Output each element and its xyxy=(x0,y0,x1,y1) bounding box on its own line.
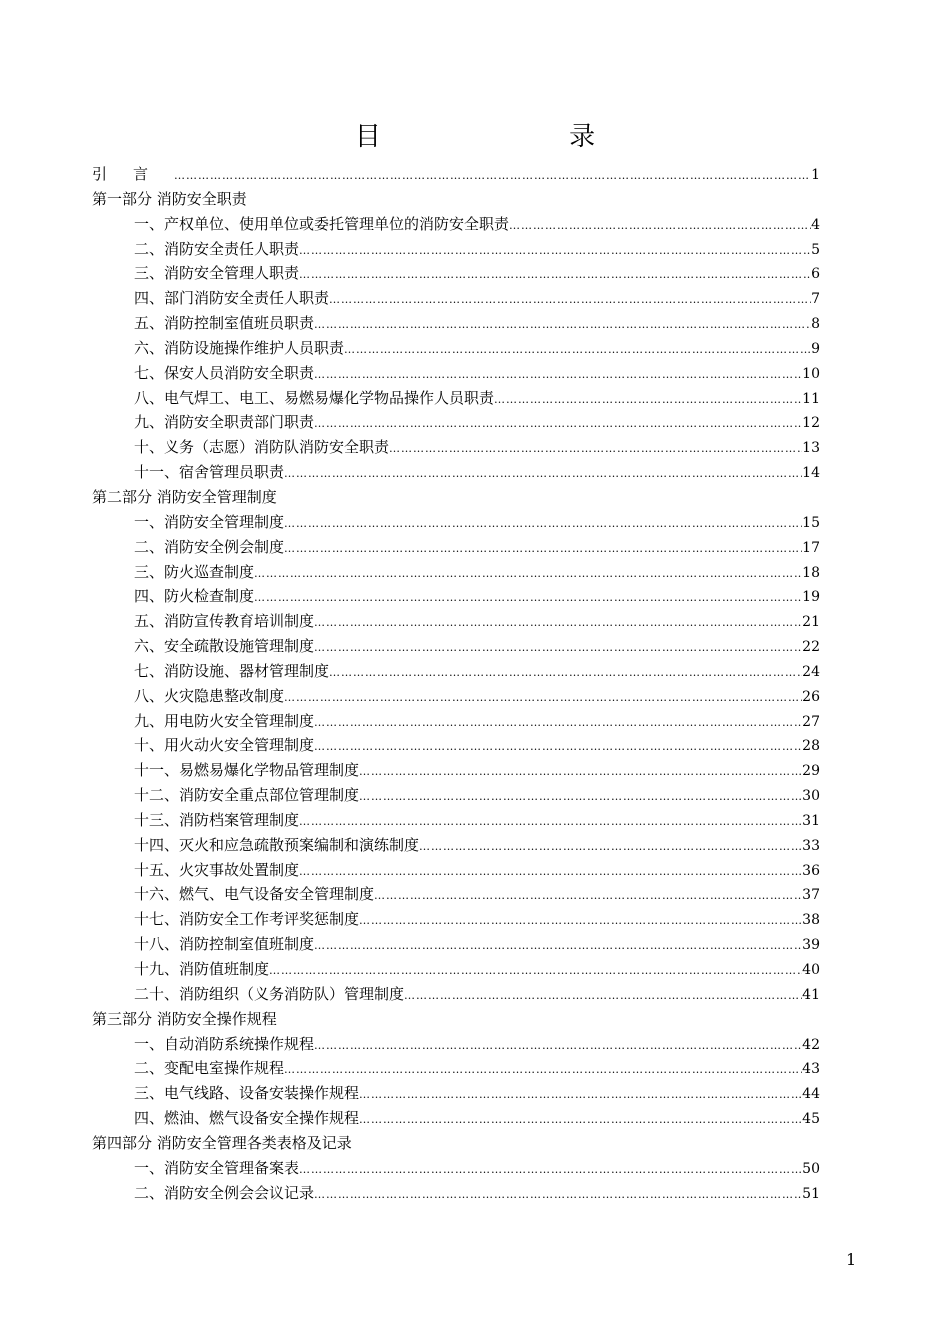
toc-entry xyxy=(92,410,820,435)
toc-dot-leader xyxy=(299,860,802,885)
toc-entry-label: 七、消防设施、器材管理制度 xyxy=(134,661,330,680)
table-of-contents xyxy=(92,162,820,1205)
toc-entry xyxy=(92,261,820,286)
toc-entry-page: 42 xyxy=(802,1036,820,1053)
toc-dot-leader xyxy=(284,537,802,562)
toc-entry xyxy=(92,336,820,361)
toc-dot-leader xyxy=(314,363,802,388)
toc-entry-label: 引言 xyxy=(92,165,175,183)
toc-entry-label: 十六、燃气、电气设备安全管理制度 xyxy=(134,885,375,904)
toc-entry-page: 19 xyxy=(802,589,820,606)
toc-dot-leader xyxy=(284,686,802,711)
toc-entry-label: 八、火灾隐患整改制度 xyxy=(134,686,285,705)
toc-entry-page: 7 xyxy=(811,291,820,308)
toc-entry-page: 51 xyxy=(802,1185,820,1202)
toc-entry xyxy=(92,684,820,709)
toc-entry-label: 九、消防安全职责部门职责 xyxy=(134,413,315,432)
toc-entry-label: 一、产权单位、使用单位或委托管理单位的消防安全职责 xyxy=(134,214,510,233)
toc-section-heading xyxy=(92,1007,820,1032)
toc-dot-leader xyxy=(359,760,802,785)
toc-dot-leader xyxy=(314,934,802,959)
toc-section-heading xyxy=(92,1131,820,1156)
toc-dot-leader xyxy=(374,884,802,909)
toc-entry-label: 第四部分 消防安全管理各类表格及记录 xyxy=(92,1133,352,1152)
toc-dot-leader xyxy=(329,661,802,686)
toc-entry-page: 9 xyxy=(811,340,820,357)
toc-entry-page: 1 xyxy=(811,167,820,183)
toc-entry-page: 14 xyxy=(802,465,820,482)
toc-entry-label: 十八、消防控制室值班制度 xyxy=(134,935,315,954)
toc-entry-page: 41 xyxy=(802,986,820,1003)
toc-entry-label: 第一部分 消防安全职责 xyxy=(92,189,247,208)
toc-entry-label: 一、自动消防系统操作规程 xyxy=(134,1034,315,1053)
toc-entry-page: 10 xyxy=(802,365,820,382)
toc-entry-page: 28 xyxy=(802,738,820,755)
toc-entry xyxy=(92,1056,820,1081)
toc-entry xyxy=(92,560,820,585)
toc-entry-label: 五、消防控制室值班员职责 xyxy=(134,314,315,333)
toc-dot-leader xyxy=(509,214,811,239)
toc-entry xyxy=(92,435,820,460)
toc-entry-label: 十、用火动火安全管理制度 xyxy=(134,736,315,755)
toc-entry-label: 十、义务（志愿）消防队消防安全职责 xyxy=(134,438,390,457)
toc-entry-label: 第二部分 消防安全管理制度 xyxy=(92,487,277,506)
toc-entry-page: 27 xyxy=(802,713,820,730)
toc-dot-leader xyxy=(404,984,802,1009)
toc-entry xyxy=(92,1106,820,1131)
toc-entry-label: 三、电气线路、设备安装操作规程 xyxy=(134,1084,360,1103)
toc-entry-page: 5 xyxy=(811,241,820,258)
toc-entry xyxy=(92,709,820,734)
toc-dot-leader xyxy=(314,1034,802,1059)
toc-entry-page: 40 xyxy=(802,962,820,978)
toc-entry-page: 36 xyxy=(802,862,820,879)
toc-entry xyxy=(92,882,820,907)
toc-entry xyxy=(92,1181,820,1206)
toc-entry xyxy=(92,833,820,858)
toc-entry-page: 30 xyxy=(802,788,820,805)
toc-entry xyxy=(92,957,820,982)
toc-entry xyxy=(92,1081,820,1106)
toc-entry-label: 二、消防安全责任人职责 xyxy=(134,239,300,258)
toc-entry-label: 十一、宿舍管理员职责 xyxy=(134,463,285,482)
toc-dot-leader xyxy=(314,313,811,338)
toc-entry-label: 六、消防设施操作维护人员职责 xyxy=(134,338,345,357)
toc-entry-label: 第三部分 消防安全操作规程 xyxy=(92,1009,277,1028)
toc-entry xyxy=(92,808,820,833)
toc-intro-entry xyxy=(92,162,820,187)
toc-entry-label: 二、消防安全例会制度 xyxy=(134,537,285,556)
toc-entry-label: 九、用电防火安全管理制度 xyxy=(134,711,315,730)
toc-entry-label: 一、消防安全管理备案表 xyxy=(134,1158,300,1177)
toc-entry-label: 七、保安人员消防安全职责 xyxy=(134,363,315,382)
toc-entry-label: 八、电气焊工、电工、易燃易爆化学物品操作人员职责 xyxy=(134,388,495,407)
toc-entry-page: 17 xyxy=(802,539,820,556)
toc-entry-label: 十七、消防安全工作考评奖惩制度 xyxy=(134,910,360,929)
toc-dot-leader xyxy=(329,288,811,313)
toc-entry-page: 39 xyxy=(802,937,820,954)
toc-dot-leader xyxy=(359,909,802,934)
toc-dot-leader xyxy=(269,959,802,984)
toc-dot-leader xyxy=(389,437,802,462)
toc-entry-page: 37 xyxy=(802,887,820,904)
toc-entry-page: 31 xyxy=(802,812,820,829)
toc-entry-page: 43 xyxy=(802,1061,820,1078)
toc-entry-page: 44 xyxy=(802,1086,820,1103)
toc-entry-label: 一、消防安全管理制度 xyxy=(134,512,285,531)
toc-entry-page: 6 xyxy=(811,266,820,283)
toc-dot-leader xyxy=(299,239,811,264)
toc-entry xyxy=(92,386,820,411)
toc-entry-label: 三、防火巡查制度 xyxy=(134,562,255,581)
toc-entry-label: 十九、消防值班制度 xyxy=(134,960,270,978)
toc-entry-page: 12 xyxy=(802,415,820,432)
toc-entry xyxy=(92,982,820,1007)
toc-dot-leader xyxy=(174,164,811,189)
toc-section-heading xyxy=(92,485,820,510)
toc-entry-page: 24 xyxy=(802,663,820,680)
toc-entry-label: 二、变配电室操作规程 xyxy=(134,1059,285,1078)
toc-dot-leader xyxy=(494,388,802,413)
toc-dot-leader xyxy=(254,562,802,587)
toc-entry xyxy=(92,609,820,634)
toc-entry-page: 18 xyxy=(802,564,820,581)
toc-entry xyxy=(92,758,820,783)
toc-entry-label: 十一、易燃易爆化学物品管理制度 xyxy=(134,761,360,780)
toc-entry-label: 三、消防安全管理人职责 xyxy=(134,264,300,283)
page-number: 1 xyxy=(846,1250,857,1269)
toc-dot-leader xyxy=(314,711,802,736)
toc-dot-leader xyxy=(314,735,802,760)
toc-entry xyxy=(92,584,820,609)
toc-entry-page: 11 xyxy=(802,390,820,407)
toc-dot-leader xyxy=(314,611,802,636)
toc-section-heading xyxy=(92,187,820,212)
toc-dot-leader xyxy=(284,1058,802,1083)
toc-entry-label: 十三、消防档案管理制度 xyxy=(134,810,300,829)
toc-entry-page: 50 xyxy=(802,1160,820,1177)
toc-entry-label: 二十、消防组织（义务消防队）管理制度 xyxy=(134,984,405,1003)
toc-entry xyxy=(92,783,820,808)
toc-entry-page: 29 xyxy=(802,763,820,780)
toc-entry-label: 十二、消防安全重点部位管理制度 xyxy=(134,786,360,805)
toc-entry xyxy=(92,361,820,386)
toc-entry xyxy=(92,237,820,262)
toc-dot-leader xyxy=(299,1158,802,1183)
toc-entry xyxy=(92,535,820,560)
toc-entry xyxy=(92,212,820,237)
toc-entry xyxy=(92,907,820,932)
toc-dot-leader xyxy=(299,810,802,835)
toc-dot-leader xyxy=(314,1183,802,1208)
toc-entry xyxy=(92,733,820,758)
toc-dot-leader xyxy=(359,1108,802,1133)
toc-dot-leader xyxy=(299,263,811,288)
toc-dot-leader xyxy=(344,338,811,363)
toc-entry xyxy=(92,858,820,883)
toc-dot-leader xyxy=(359,785,802,810)
toc-entry xyxy=(92,659,820,684)
toc-entry xyxy=(92,1156,820,1181)
toc-entry-label: 二、消防安全例会会议记录 xyxy=(134,1183,315,1202)
toc-dot-leader xyxy=(359,1083,802,1108)
toc-dot-leader xyxy=(314,636,802,661)
document-title: 目 录 xyxy=(354,122,686,152)
toc-entry-page: 21 xyxy=(802,614,820,631)
toc-entry xyxy=(92,634,820,659)
toc-entry-page: 45 xyxy=(802,1111,820,1128)
toc-entry xyxy=(92,510,820,535)
toc-dot-leader xyxy=(254,586,802,611)
toc-dot-leader xyxy=(284,512,802,537)
toc-entry-label: 五、消防宣传教育培训制度 xyxy=(134,612,315,631)
toc-entry xyxy=(92,1032,820,1057)
toc-entry xyxy=(92,460,820,485)
toc-entry-page: 33 xyxy=(802,837,820,854)
toc-entry xyxy=(92,286,820,311)
toc-entry-label: 四、部门消防安全责任人职责 xyxy=(134,289,330,308)
toc-entry-page: 26 xyxy=(802,688,820,705)
toc-dot-leader xyxy=(419,835,802,860)
toc-entry-label: 六、安全疏散设施管理制度 xyxy=(134,637,315,656)
toc-entry xyxy=(92,932,820,957)
toc-entry-page: 22 xyxy=(802,639,820,656)
toc-dot-leader xyxy=(314,412,802,437)
toc-entry-page: 4 xyxy=(811,216,820,233)
toc-entry-page: 8 xyxy=(811,316,820,333)
toc-entry-page: 38 xyxy=(802,912,820,929)
toc-entry-label: 十五、火灾事故处置制度 xyxy=(134,860,300,879)
toc-entry-page: 13 xyxy=(802,440,820,457)
toc-entry-label: 四、燃油、燃气设备安全操作规程 xyxy=(134,1109,360,1128)
toc-dot-leader xyxy=(284,462,802,487)
toc-entry-label: 十四、灭火和应急疏散预案编制和演练制度 xyxy=(134,835,420,854)
toc-entry-label: 四、防火检查制度 xyxy=(134,587,255,606)
toc-entry xyxy=(92,311,820,336)
toc-entry-page: 15 xyxy=(802,514,820,531)
